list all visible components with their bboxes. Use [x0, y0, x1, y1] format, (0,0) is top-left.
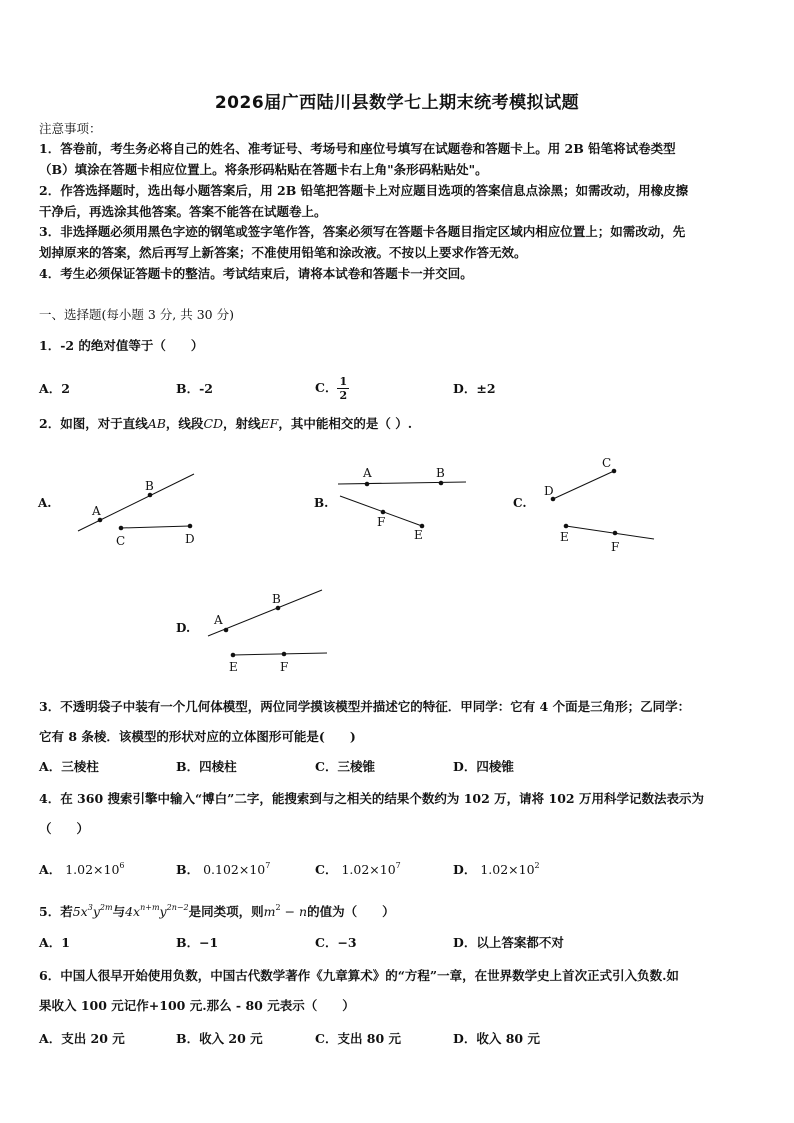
q2-stem-text: ，其中能相交的是（ ）.: [278, 416, 413, 431]
point-f-label: F: [611, 540, 620, 554]
point-c-label: C: [116, 534, 126, 548]
q5-expr: m: [263, 904, 276, 919]
fraction-numerator: 1: [339, 375, 348, 388]
q4-option-b: [176, 856, 270, 880]
note-line: 1．答卷前，考生务必将自己的姓名、准考证号、考场号和座位号填写在试题卷和答题卡上。用 2B 铅笔将试卷类型: [39, 141, 676, 156]
sci-base: 1.02×10: [65, 862, 120, 877]
fraction: [337, 375, 349, 402]
q4-option-d-label: D．: [453, 862, 477, 877]
point-c: [612, 469, 617, 474]
q5-option-d: D．以上答案都不对: [453, 935, 564, 950]
point-f-label: F: [377, 515, 386, 529]
question-2-stem: [39, 414, 759, 434]
note-line: 划掉原来的答案，然后再写上新答案；不准使用铅笔和涂改液。不按以上要求作答无效。: [39, 245, 527, 260]
point-b: [148, 493, 153, 498]
q1-option-b: B．-2: [176, 381, 213, 396]
question-4-line2: （ ）: [39, 821, 90, 836]
q5-stem-text: 与: [112, 904, 126, 919]
q4-option-a-label: A．: [39, 862, 62, 877]
point-e: [564, 524, 569, 529]
q5-option-c: C．−3: [315, 935, 357, 950]
q5-term1-exp-x: 3: [87, 903, 93, 912]
notes-header: 注意事项：: [39, 121, 102, 136]
figure-a-line-ab: [78, 474, 194, 531]
q6-option-d: D．收入 80 元: [453, 1031, 540, 1046]
q3-option-c: C．三棱锥: [315, 759, 375, 774]
point-b-label: B: [436, 466, 445, 480]
point-e-label: E: [229, 660, 238, 674]
note-line: 4．考生必须保证答题卡的整洁。考试结束后，请将本试卷和答题卡一并交回。: [39, 266, 473, 281]
point-b: [439, 481, 444, 486]
q5-term2-y: y: [159, 904, 167, 919]
point-f: [613, 531, 618, 536]
q4-option-c: [315, 856, 401, 880]
q3-option-b: B．四棱柱: [176, 759, 237, 774]
q4-option-c-label: C．: [315, 862, 338, 877]
q1-option-c-label: C．: [315, 380, 338, 395]
q5-term1: 5x: [72, 904, 88, 919]
figure-c-segment-cd: [553, 471, 614, 499]
question-6-line2: 果收入 100 元记作+100 元.那么 - 80 元表示（ ）: [39, 998, 355, 1013]
point-f-label: F: [280, 660, 289, 674]
q4-option-a: [39, 856, 125, 880]
sci-exponent: 7: [395, 861, 401, 870]
q4-option-d: [453, 856, 540, 880]
sci-exponent: 7: [265, 861, 271, 870]
q5-option-a: A．1: [39, 935, 70, 950]
figure-d-label: D.: [176, 621, 191, 635]
note-line: 2．作答选择题时，选出每小题答案后，用 2B 铅笔把答题卡上对应题目选项的答案信息点涂黑；如需改动，用橡皮擦: [39, 183, 689, 198]
point-e: [231, 653, 236, 658]
point-d-label: D: [185, 532, 195, 546]
point-c-label: C: [602, 456, 612, 470]
figure-a-label: A.: [38, 496, 52, 510]
q2-line-ab: AB: [147, 416, 166, 431]
point-b-label: B: [272, 592, 281, 606]
q6-option-a: A．支出 20 元: [39, 1031, 125, 1046]
sci-base: 1.02×10: [480, 862, 535, 877]
q5-stem-text: 是同类项，则: [188, 904, 264, 919]
figure-d-ray-ef: [233, 653, 327, 655]
point-a: [98, 518, 103, 523]
point-a-label: A: [92, 504, 101, 518]
figure-b-label: B.: [314, 496, 329, 510]
figure-c-label: C.: [513, 496, 527, 510]
q5-term2-exp-x: n+m: [140, 903, 160, 912]
q2-ray-ef: EF: [260, 416, 279, 431]
point-f: [282, 652, 287, 657]
sci-base: 0.102×10: [203, 862, 266, 877]
point-e-label: E: [414, 528, 423, 542]
point-f: [381, 510, 386, 515]
q5-term1-exp-y: 2m: [99, 903, 113, 912]
figure-c-ray-ef: [566, 526, 654, 539]
q1-option-c: [315, 371, 349, 405]
point-a: [224, 628, 229, 633]
q3-option-d: D．四棱锥: [453, 759, 514, 774]
q2-stem-text: ，线段: [165, 416, 204, 431]
q1-option-a: A．2: [39, 381, 70, 396]
section-heading: 一、选择题(每小题 3 分, 共 30 分): [39, 307, 234, 322]
q6-option-c: C．支出 80 元: [315, 1031, 402, 1046]
sci-exponent: 6: [119, 861, 125, 870]
note-line: 干净后，再选涂其他答案。答案不能答在试题卷上。: [39, 204, 327, 219]
q6-option-b: B．收入 20 元: [176, 1031, 263, 1046]
point-d-label: D: [544, 484, 554, 498]
point-a-label: A: [363, 466, 372, 480]
q4-option-b-label: B．: [176, 862, 200, 877]
q5-option-b: B．−1: [176, 935, 219, 950]
q5-expr-rest: − n: [280, 904, 308, 919]
point-a: [365, 482, 370, 487]
q5-expr-exp: 2: [275, 903, 281, 912]
question-3-line1: 3．不透明袋子中装有一个几何体模型，两位同学摸该模型并描述它的特征．甲同学：它有 4 个面是三角形；乙同学：: [39, 699, 691, 714]
question-4-line1: 4．在 360 搜索引擎中输入“博白”二字，能搜索到与之相关的结果个数约为 102 万，请将 102 万用科学记数法表示为: [39, 791, 704, 806]
q5-term2-exp-y: 2n−2: [166, 903, 189, 912]
page-title: 2026届广西陆川县数学七上期末统考模拟试题: [214, 93, 580, 113]
q3-option-a: A．三棱柱: [39, 759, 99, 774]
q2-stem-text: 2．如图，对于直线: [39, 416, 148, 431]
fraction-denominator: 2: [339, 389, 348, 402]
note-line: 3．非选择题必须用黑色字迹的钢笔或签字笔作答，答案必须写在答题卡各题目指定区域内相应位置上；如需改动，先: [39, 224, 686, 239]
question-1-stem: 1．-2 的绝对值等于（ ）: [39, 338, 204, 353]
q5-term1-y: y: [92, 904, 100, 919]
question-5-stem: [39, 898, 759, 922]
point-b: [276, 606, 281, 611]
q2-segment-cd: CD: [203, 416, 224, 431]
figure-b-line-ab: [338, 482, 466, 484]
q2-figures: [0, 440, 794, 690]
question-6-line1: 6．中国人很早开始使用负数，中国古代数学著作《九章算术》的“方程”一章，在世界数学史上首次正式引入负数.如: [39, 968, 679, 983]
point-c: [119, 526, 124, 531]
figure-a-segment-cd: [121, 526, 190, 528]
q5-stem-text: 5．若: [39, 904, 73, 919]
point-a-label: A: [214, 613, 223, 627]
point-d: [188, 524, 193, 529]
sci-base: 1.02×10: [341, 862, 396, 877]
sci-exponent: 2: [534, 861, 540, 870]
note-line: （B）填涂在答题卡相应位置上。将条形码粘贴在答题卡右上角"条形码粘贴处"。: [39, 162, 488, 177]
q5-term2: 4x: [125, 904, 141, 919]
q5-stem-text: 的值为（ ）: [307, 904, 395, 919]
point-b-label: B: [145, 479, 154, 493]
q1-option-d: D．±2: [453, 381, 496, 396]
point-e-label: E: [560, 530, 569, 544]
question-3-line2: 它有 8 条棱．该模型的形状对应的立体图形可能是( ): [39, 729, 356, 744]
q2-stem-text: ，射线: [223, 416, 261, 431]
